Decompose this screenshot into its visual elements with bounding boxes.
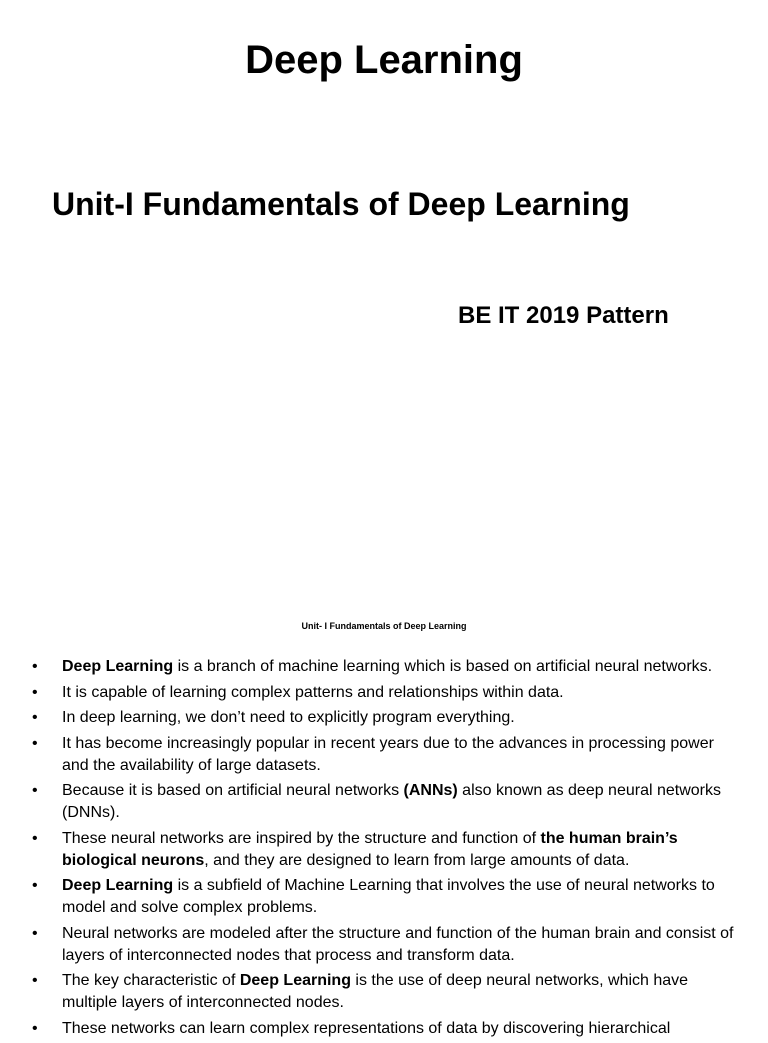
bullet-bold: Deep Learning: [62, 877, 174, 894]
bullet-item: [0, 923, 740, 967]
bullet-bold: Deep Learning: [239, 972, 351, 989]
bullet-text: is the use of deep neural networks, which have multiple layers of interconnected nodes.: [62, 972, 689, 1011]
bullet-item: [0, 1018, 740, 1040]
bullet-item: [0, 780, 740, 824]
bullet-text: In deep learning, we don’t need to explicitly program everything.: [62, 709, 515, 726]
bullet-text: The key characteristic of: [62, 972, 240, 989]
bullet-bold: (ANNs): [403, 782, 458, 799]
bullet-text: Neural networks are modeled after the structure and function of the human brain and consist of layers of interconnected nodes that process and transform data.: [62, 924, 734, 964]
slide-header: Unit- I Fundamentals of Deep Learning: [301, 621, 467, 631]
bullet-item: [0, 828, 740, 872]
bullet-text: These neural networks are inspired by the structure and function of: [62, 829, 541, 847]
bullet-text: is a subfield of Machine Learning that involves the use of neural networks to model and solve complex problems.: [62, 877, 715, 916]
bullet-item: [0, 707, 740, 729]
bullet-text: also known as deep neural networks (DNNs).: [62, 782, 721, 821]
bullet-bold: the human brain’s biological neurons: [62, 829, 678, 869]
bullet-item: [0, 682, 740, 704]
unit-subtitle: Unit-I Fundamentals of Deep Learning: [52, 186, 630, 222]
bullet-text: , and they are designed to learn from large amounts of data.: [204, 851, 630, 869]
slide-title: Deep Learning: [245, 38, 523, 82]
bullet-text: is a branch of machine learning which is based on artificial neural networks.: [173, 658, 713, 675]
pattern-label: BE IT 2019 Pattern: [458, 302, 669, 329]
bullet-text: It has become increasingly popular in recent years due to the advances in processing power and the availability of large datasets.: [62, 734, 714, 774]
bullet-text: Because it is based on artificial neural networks: [62, 782, 404, 799]
bullet-item: [0, 970, 740, 1014]
bullet-text: These networks can learn complex representations of data by discovering hierarchical: [62, 1019, 671, 1037]
bullet-item: [0, 656, 740, 678]
bullet-text: It is capable of learning complex patterns and relationships within data.: [62, 683, 564, 701]
bullet-item: [0, 733, 740, 777]
bullet-list: [0, 656, 740, 1043]
bullet-bold: Deep Learning: [62, 658, 174, 675]
bullet-item: [0, 875, 740, 919]
